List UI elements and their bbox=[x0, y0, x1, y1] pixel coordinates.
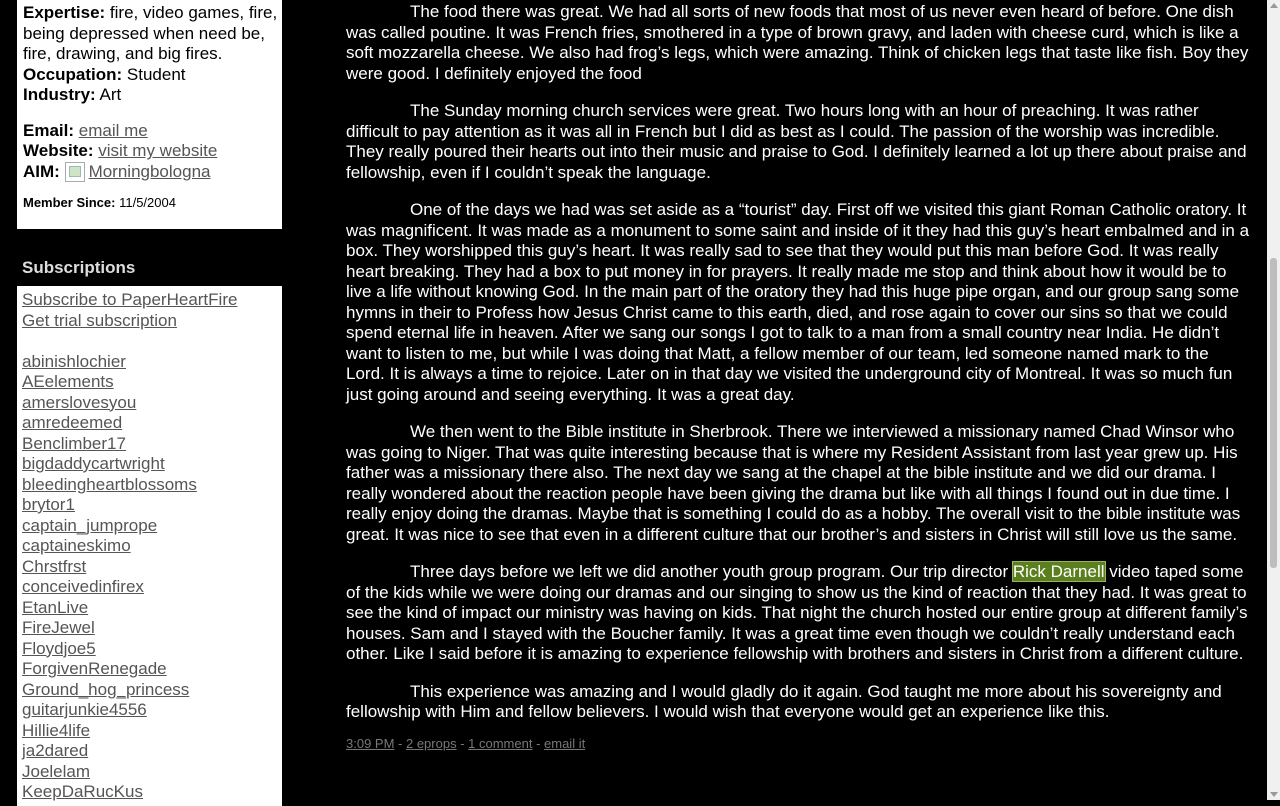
subscriber-link[interactable]: amerslovesyou bbox=[22, 392, 137, 412]
eprops-link[interactable]: 2 eprops bbox=[405, 735, 457, 751]
subscribe-link[interactable]: Subscribe to PaperHeartFire bbox=[22, 290, 238, 309]
industry-label: Industry: bbox=[23, 85, 96, 104]
subscriber-link[interactable]: captaineskimo bbox=[22, 536, 131, 555]
member-since-label: Member Since: bbox=[23, 195, 116, 211]
post-paragraph-4: We then went to the Bible institute in Sherbrook. There we interviewed a missionary named Chad Winsor who was going to Niger. That was quite interesting because that is where my Resident Assistant from last year grew up. His father was a missionary there also. The next day we sang at the chapel at the bible institute and we did our drama. I really wondered about the reaction people have been giving the drama but like with all things I found out in due time. I really enjoy doing the dramas. Maybe that is something I could do as a hobby. The overall visit to the bible institute was great. It was nice to see that even in a different culture that our brother’s and sisters in Christ will still love us the same. bbox=[346, 422, 1241, 544]
aim-status-icon bbox=[65, 162, 85, 182]
website-row bbox=[23, 141, 282, 162]
expertise-label: Expertise: bbox=[23, 3, 106, 22]
occupation-value: Student bbox=[122, 64, 186, 84]
subscriber-link[interactable]: Benclimber17 bbox=[22, 433, 126, 453]
expertise-row bbox=[23, 3, 282, 65]
post-time-link[interactable]: 3:09 PM bbox=[346, 735, 395, 751]
subscriber-link[interactable]: Joelelam bbox=[22, 761, 91, 781]
footer-separator: - bbox=[394, 735, 406, 751]
subscriber-link[interactable]: amredeemed bbox=[22, 413, 123, 432]
subscriber-link[interactable]: Ground_hog_princess bbox=[22, 679, 190, 699]
industry-value: Art bbox=[95, 85, 122, 104]
website-link[interactable]: visit my website bbox=[98, 141, 218, 161]
subscriber-link[interactable]: KeepDaRucKus bbox=[22, 782, 143, 801]
subscriber-link[interactable]: bleedingheartblossoms bbox=[22, 474, 197, 494]
trial-subscription-link[interactable]: Get trial subscription bbox=[22, 310, 177, 330]
occupation-label: Occupation: bbox=[23, 64, 123, 84]
comments-link[interactable]: 1 comment bbox=[468, 735, 533, 751]
scroll-down-arrow-icon[interactable] bbox=[1270, 792, 1278, 797]
industry-row bbox=[23, 85, 282, 106]
subscriber-link[interactable]: captain_jumprope bbox=[22, 515, 158, 535]
email-label: Email: bbox=[23, 120, 75, 140]
email-link[interactable]: email me bbox=[78, 120, 148, 140]
p5-text-before: Three days before we left we did another youth group program. Our trip director bbox=[410, 562, 1013, 581]
email-it-link[interactable]: email it bbox=[544, 735, 586, 751]
subscriber-link[interactable]: conceivedinfirex bbox=[22, 577, 144, 596]
post-paragraph-2: The Sunday morning church services were great. Two hours long with an hour of preaching. It was rather difficult to pay attention as it was all in French but I did as best as I could. The passion of the worship was incredible. They really poured their hearts out into their music and praise to God. I definitely learned a lot up there about praise and fellowship, even if I couldn’t speak the language. bbox=[346, 101, 1247, 182]
vertical-scrollbar[interactable] bbox=[1267, 0, 1280, 800]
post-paragraph-1: The food there was great. We had all sorts of new foods that most of us never even heard of before. One dish was called poutine. It was French fries, smothered in a type of brown gravy, and laden with cheese curd, which is like a soft mozzarella cheese. We also had frog’s legs, which were amazing. Think of chicken legs that taste like fish. Boy they were good. I definitely enjoyed the food bbox=[346, 2, 1249, 83]
highlighted-name[interactable]: Rick Darnell bbox=[1012, 562, 1105, 581]
blog-post bbox=[346, 2, 1251, 754]
member-since-value: 11/5/2004 bbox=[115, 195, 176, 211]
aim-link[interactable]: Morningbologna bbox=[88, 161, 211, 181]
subscriptions-box bbox=[17, 286, 282, 806]
p5-text-after: video taped some of the kids while we were doing our dramas and our singing to show us the kind of reaction that they had. It was great to see the kind of impact our ministry was having on kids. That night the church hosted our entire group at different family’s houses. Sam and I stayed with the Boucher family. It was a great time even though we couldn’t really understand each other. Like I said before it is amazing to experience fellowship with brothers and sisters in Christ from a different culture. bbox=[346, 562, 1248, 663]
subscriber-link[interactable]: FireJewel bbox=[22, 618, 95, 637]
email-row bbox=[23, 121, 282, 142]
subscriber-link[interactable]: brytor1 bbox=[22, 495, 75, 514]
post-footer bbox=[346, 734, 1251, 755]
post-paragraph-3: One of the days we had was set aside as a “tourist” day. First off we visited this giant Roman Catholic oratory. It was magnificent. It was made as a monument to some saint and inside of it they had this guy’s heart embalmed and in a box. They worshipped this guy’s heart. It was really sad to see that they would put this man before God. It was really heart breaking. They had a box to put money in for prayers. It really made me stop and think about how it would be to live a life without knowing God. In the main part of the oratory they had this huge pipe organ, and our group sang some hymns in their to Profess how Jesus Christ came to this earth, died, and rose again to cover our sins so that we could spend eternal life in heaven. After we sang our songs I got to talk to a man from a small country near India. He didn’t want to listen to me, but while I was doing that Matt, a fellow member of our team, led someone named mark to the Lord. It is always a time to rejoice. Later on in that day we visited the underground city of Montreal. It was so much fun just going around and seeing everything. It was a great day. bbox=[346, 200, 1250, 404]
scrollbar-thumb[interactable] bbox=[1270, 258, 1277, 568]
post-paragraph-5 bbox=[346, 562, 1251, 665]
subscriber-link[interactable]: Floydjoe5 bbox=[22, 638, 96, 658]
expertise-value: fire, video games, fire, being depressed when need be, fire, drawing, and big fires. bbox=[23, 3, 278, 63]
sidebar bbox=[17, 0, 282, 806]
scroll-up-arrow-icon[interactable] bbox=[1270, 3, 1278, 8]
subscriber-link[interactable]: EtanLive bbox=[22, 597, 89, 617]
website-label: Website: bbox=[23, 141, 94, 161]
subscriptions-heading: Subscriptions bbox=[22, 258, 136, 277]
subscriber-link[interactable]: guitarjunkie4556 bbox=[22, 700, 147, 719]
subscriber-link[interactable]: ForgivenRenegade bbox=[22, 659, 167, 678]
occupation-row bbox=[23, 65, 282, 86]
post-paragraph-6: This experience was amazing and I would gladly do it again. God taught me more about his sovereignty and fellowship with Him and fellow believers. I would wish that everyone would get an experience like this. bbox=[346, 681, 1222, 721]
footer-separator: - bbox=[532, 735, 545, 751]
footer-separator: - bbox=[456, 735, 469, 751]
subscriber-link[interactable]: AEelements bbox=[22, 372, 114, 391]
subscriber-list bbox=[22, 352, 282, 803]
aim-label: AIM: bbox=[23, 161, 60, 181]
subscriber-link[interactable]: ja2dared bbox=[22, 741, 89, 760]
aim-row bbox=[23, 162, 282, 183]
subscriber-link[interactable]: Chrstfrst bbox=[22, 556, 87, 576]
subscriber-link[interactable]: abinishlochier bbox=[22, 351, 126, 371]
profile-box bbox=[17, 0, 282, 229]
member-since bbox=[23, 195, 282, 211]
subscriber-link[interactable]: bigdaddycartwright bbox=[22, 454, 165, 473]
subscriber-link[interactable]: Hillie4life bbox=[22, 720, 91, 740]
